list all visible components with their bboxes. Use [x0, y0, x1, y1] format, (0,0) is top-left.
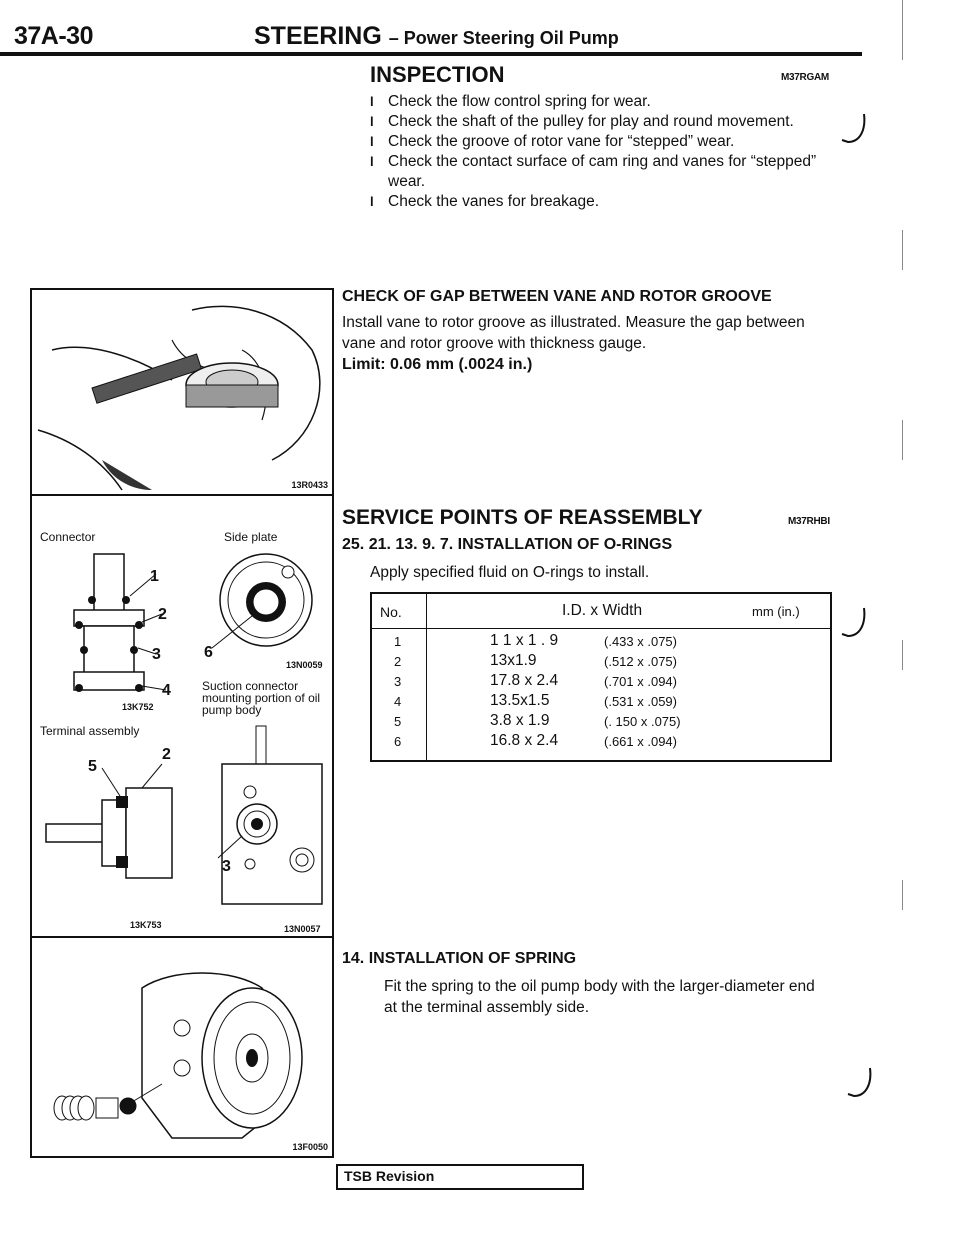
spring-illustration — [32, 938, 332, 1156]
table-cell-mm: 1 1 x 1 . 9 — [490, 632, 559, 649]
table-cell-no: 1 — [394, 634, 402, 649]
callout-5: 5 — [88, 758, 97, 775]
spring-heading: 14. INSTALLATION OF SPRING — [342, 950, 577, 967]
page-number: 37A-30 — [14, 22, 93, 50]
vane-gap-illustration — [32, 290, 332, 494]
table-col-unit: mm (in.) — [752, 604, 800, 619]
callout-2b: 2 — [162, 746, 171, 763]
binding-mark — [838, 112, 868, 146]
page-title — [254, 22, 619, 51]
side-plate-label: Side plate — [224, 530, 278, 544]
list-item: l Check the contact surface of cam ring and vanes for “stepped” wear. — [370, 152, 830, 192]
section-subtitle: – Power Steering Oil Pump — [388, 28, 619, 48]
table-cell-mm: 13.5x1.5 — [490, 692, 550, 709]
table-cell-no: 6 — [394, 734, 402, 749]
figure-code-connector: 13K752 — [122, 702, 154, 712]
tsb-revision: TSB Revision — [336, 1164, 584, 1190]
table-cell-no: 3 — [394, 674, 402, 689]
list-item: l Check the vanes for breakage. — [370, 192, 830, 212]
margin-line — [902, 640, 903, 670]
table-col-size: I.D. x Width — [562, 602, 643, 619]
margin-line — [902, 0, 903, 60]
callout-4: 4 — [162, 682, 171, 699]
table-cell-inch: (.661 x .094) — [604, 734, 677, 749]
table-cell-no: 5 — [394, 714, 402, 729]
list-item: l Check the groove of rotor vane for “stepped” wear. — [370, 132, 830, 152]
margin-line — [902, 230, 903, 270]
figure-vane-gap — [30, 288, 334, 496]
gap-check-title: CHECK OF GAP BETWEEN VANE AND ROTOR GROOVE — [342, 288, 772, 305]
oring-text: Apply specified fluid on O-rings to install. — [370, 564, 650, 581]
suction-label: Suction connector mounting portion of oil pump body — [202, 679, 321, 717]
binding-mark — [844, 1066, 874, 1100]
oring-table — [370, 592, 832, 762]
reassembly-code: M37RHBI — [788, 516, 830, 527]
inspection-code: M37RGAM — [781, 72, 829, 83]
table-header-rule — [372, 628, 830, 629]
figure-oring-locations — [30, 494, 334, 938]
table-cell-no: 4 — [394, 694, 402, 709]
figure-code-side-plate: 13N0059 — [286, 660, 323, 670]
table-cell-inch: (.512 x .075) — [604, 654, 677, 669]
terminal-illustration — [42, 744, 192, 914]
oring-heading: 25. 21. 13. 9. 7. INSTALLATION OF O-RINGS — [342, 536, 673, 553]
figure-code-terminal: 13K753 — [130, 920, 162, 930]
table-cell-mm: 3.8 x 1.9 — [490, 712, 550, 729]
inspection-list — [370, 92, 830, 212]
list-item: l Check the shaft of the pulley for play and round movement. — [370, 112, 830, 132]
margin-line — [902, 880, 903, 910]
pump-body-illustration — [202, 724, 332, 924]
gap-limit: Limit: 0.06 mm (.0024 in.) — [342, 356, 533, 373]
header-rule — [0, 52, 862, 56]
table-divider — [426, 594, 427, 760]
figure-code: 13F0050 — [292, 1142, 328, 1152]
table-cell-mm: 16.8 x 2.4 — [490, 732, 559, 749]
connector-label: Connector — [40, 530, 96, 544]
side-plate-illustration — [192, 550, 332, 660]
section-title: STEERING — [254, 22, 382, 50]
reassembly-title: SERVICE POINTS OF REASSEMBLY — [342, 506, 703, 529]
table-cell-no: 2 — [394, 654, 402, 669]
terminal-label: Terminal assembly — [40, 724, 140, 738]
table-cell-inch: (.701 x .094) — [604, 674, 677, 689]
table-cell-inch: (.531 x .059) — [604, 694, 677, 709]
list-item: l Check the flow control spring for wear. — [370, 92, 830, 112]
margin-line — [902, 420, 903, 460]
inspection-title: INSPECTION — [370, 62, 505, 87]
table-cell-mm: 13x1.9 — [490, 652, 537, 669]
callout-6: 6 — [204, 644, 213, 661]
callout-2: 2 — [158, 606, 167, 623]
table-col-no: No. — [380, 604, 402, 620]
figure-code-pump-body: 13N0057 — [284, 924, 321, 934]
gap-check-text: Install vane to rotor groove as illustrated. Measure the gap between vane and rotor groove with thickness gauge. — [342, 314, 805, 352]
figure-code: 13R0433 — [291, 480, 328, 490]
table-cell-mm: 17.8 x 2.4 — [490, 672, 559, 689]
table-cell-inch: (.433 x .075) — [604, 634, 677, 649]
callout-3b: 3 — [222, 858, 231, 875]
callout-1: 1 — [150, 568, 159, 585]
callout-3: 3 — [152, 646, 161, 663]
spring-text: Fit the spring to the oil pump body with the larger-diameter end at the terminal assembly side. — [384, 978, 815, 1016]
binding-mark — [838, 606, 868, 640]
figure-spring — [30, 936, 334, 1158]
table-cell-inch: (. 150 x .075) — [604, 714, 681, 729]
